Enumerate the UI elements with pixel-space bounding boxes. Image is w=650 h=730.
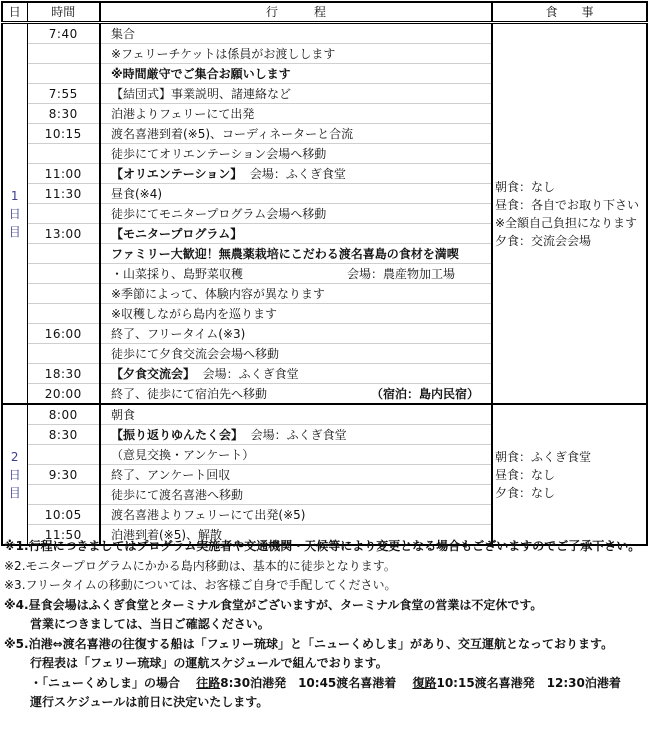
activity-venue: 会場：ふくぎ食堂	[249, 166, 346, 181]
day-label-char: 1	[10, 188, 19, 203]
activity-cell: 徒歩にてオリエンテーション会場へ移動	[100, 144, 492, 164]
activity-cell: 泊港到着(※5)、解散	[100, 525, 492, 546]
activity-cell: 泊港よりフェリーにて出発	[100, 104, 492, 124]
time-cell	[27, 44, 100, 64]
time-cell	[27, 485, 100, 505]
day-label-char: 2	[10, 449, 19, 464]
header-day: 日	[2, 2, 27, 23]
activity-cell: 【結団式】事業説明、諸連絡など	[100, 84, 492, 104]
note-4: ※4.昼食会場はふくぎ食堂とターミナル食堂がございますが、ターミナル食堂の営業は不定休です。	[4, 597, 543, 612]
time-cell: 16:00	[27, 324, 100, 344]
activity-cell	[100, 364, 492, 384]
day-label-char: 目	[8, 485, 21, 500]
time-cell	[27, 204, 100, 224]
time-cell: 8:30	[27, 425, 100, 445]
time-cell: 11:50	[27, 525, 100, 546]
outbound-label: 往路	[196, 675, 221, 690]
table-row	[2, 404, 647, 425]
meal-line: 夕食：なし	[495, 485, 556, 500]
time-cell	[27, 244, 100, 264]
activity-cell: 【モニタープログラム】	[100, 224, 492, 244]
note-5-schedule-basis: 行程表は「フェリー琉球」の運航スケジュールで組んでおります。	[30, 656, 388, 670]
activity-cell: 渡名喜港到着(※5)、コーディネーターと合流	[100, 124, 492, 144]
header-meals: 食 事	[492, 2, 647, 23]
activity-cell: ※収穫しながら島内を巡ります	[100, 304, 492, 324]
activity-venue: 会場：ふくぎ食堂	[250, 427, 347, 442]
table-header-row	[2, 2, 647, 23]
note-5: ※5.泊港⇔渡名喜港の往復する船は「フェリー琉球」と「ニューくめしま」があり、交互運航となっております。	[4, 636, 614, 651]
header-time: 時間	[27, 2, 100, 23]
activity-cell: ※季節によって、体験内容が異なります	[100, 284, 492, 304]
activity-cell: 終了、アンケート回収	[100, 465, 492, 485]
time-cell: 20:00	[27, 384, 100, 405]
activity-cell: 渡名喜港よりフェリーにて出発(※5)	[100, 505, 492, 525]
activity-venue: 会場：ふくぎ食堂	[202, 366, 299, 381]
time-cell	[27, 144, 100, 164]
day1-section	[2, 23, 647, 405]
activity-cell: 徒歩にて渡名喜港へ移動	[100, 485, 492, 505]
activity-cell: 朝食	[100, 404, 492, 425]
time-cell: 9:30	[27, 465, 100, 485]
activity-cell: 集合	[100, 23, 492, 44]
note-3: ※3.フリータイムの移動については、お客様ご自身で手配してください。	[4, 578, 397, 592]
time-cell: 7:55	[27, 84, 100, 104]
day-label-char: 日	[8, 206, 21, 221]
activity-cell: ファミリー大歓迎！無農薬栽培にこだわる渡名喜島の食材を満喫	[100, 244, 492, 264]
time-cell: 18:30	[27, 364, 100, 384]
itinerary-sheet	[1, 1, 646, 546]
activity-cell	[100, 425, 492, 445]
day-label	[2, 404, 27, 545]
return-label: 復路	[412, 675, 437, 690]
time-cell	[27, 344, 100, 364]
time-cell: 10:15	[27, 124, 100, 144]
activity-text: ・山菜採り、島野菜収穫	[111, 266, 244, 281]
note-4-continued: 営業につきましては、当日ご確認ください。	[30, 617, 270, 631]
activity-text: 終了、徒歩にて宿泊先へ移動	[111, 386, 268, 401]
time-cell	[27, 445, 100, 465]
activity-title: 【夕食交流会】	[111, 366, 196, 381]
activity-cell: 昼食(※4)	[100, 184, 492, 204]
activity-split	[111, 385, 491, 403]
meal-line: 昼食：なし	[495, 467, 556, 482]
itinerary-table	[1, 1, 648, 546]
note-2: ※2.モニタープログラムにかかる島内移動は、基本的に徒歩となります。	[4, 558, 396, 573]
activity-title: 【振り返りゆんたく会】	[111, 427, 244, 442]
activity-cell: 徒歩にてモニタープログラム会場へ移動	[100, 204, 492, 224]
activity-cell: ※時間厳守でご集合お願いします	[100, 64, 492, 84]
meals-cell	[492, 404, 647, 545]
time-cell: 11:30	[27, 184, 100, 204]
time-cell: 13:00	[27, 224, 100, 244]
meal-line: 夕食：交流会会場	[495, 233, 592, 248]
footnotes	[4, 537, 650, 713]
activity-venue: 会場：農産物加工場	[346, 266, 455, 281]
day-label-char: 日	[8, 467, 21, 482]
time-cell: 8:00	[27, 404, 100, 425]
outbound-times: 8:30泊港発 10:45渡名喜港着	[220, 675, 397, 690]
time-cell: 11:00	[27, 164, 100, 184]
activity-cell: 終了、フリータイム(※3)	[100, 324, 492, 344]
note-1: ※1.行程につきましてはプログラム実施者や交通機関・天候等により変更となる場合もございますのでご了承下さい。	[4, 539, 641, 553]
note-5-newkumeshima	[4, 674, 650, 694]
meals-cell	[492, 23, 647, 405]
meal-line: ※全額自己負担になります	[495, 215, 638, 230]
note-5-decided-previous-day: 運行スケジュールは前日に決定いたします。	[30, 695, 269, 709]
day-label	[2, 23, 27, 405]
time-cell: 8:30	[27, 104, 100, 124]
meal-line: 昼食：各自でお取り下さい	[495, 197, 640, 212]
time-cell: 7:40	[27, 23, 100, 44]
time-cell	[27, 264, 100, 284]
activity-split	[111, 265, 491, 283]
activity-cell: ※フェリーチケットは係員がお渡しします	[100, 44, 492, 64]
day-label-char: 目	[8, 224, 21, 239]
time-cell	[27, 64, 100, 84]
activity-title: 【オリエンテーション】	[111, 166, 243, 181]
meal-line: 朝食：ふくぎ食堂	[495, 449, 592, 464]
table-row	[2, 23, 647, 44]
activity-cell	[100, 264, 492, 284]
time-cell	[27, 284, 100, 304]
activity-cell: 徒歩にて夕食交流会会場へ移動	[100, 344, 492, 364]
activity-cell	[100, 384, 492, 405]
activity-cell	[100, 164, 492, 184]
header-schedule: 行 程	[100, 2, 492, 23]
time-cell	[27, 304, 100, 324]
activity-cell: （意見交換・アンケート）	[100, 445, 492, 465]
time-cell: 10:05	[27, 505, 100, 525]
meal-line: 朝食：なし	[495, 179, 556, 194]
note-5-newkumeshima-label: ・「ニューくめしま」の場合	[30, 675, 181, 690]
lodging-note: （宿泊：島内民宿）	[370, 386, 479, 401]
return-times: 10:15渡名喜港発 12:30泊港着	[436, 675, 621, 690]
day2-section	[2, 404, 647, 545]
